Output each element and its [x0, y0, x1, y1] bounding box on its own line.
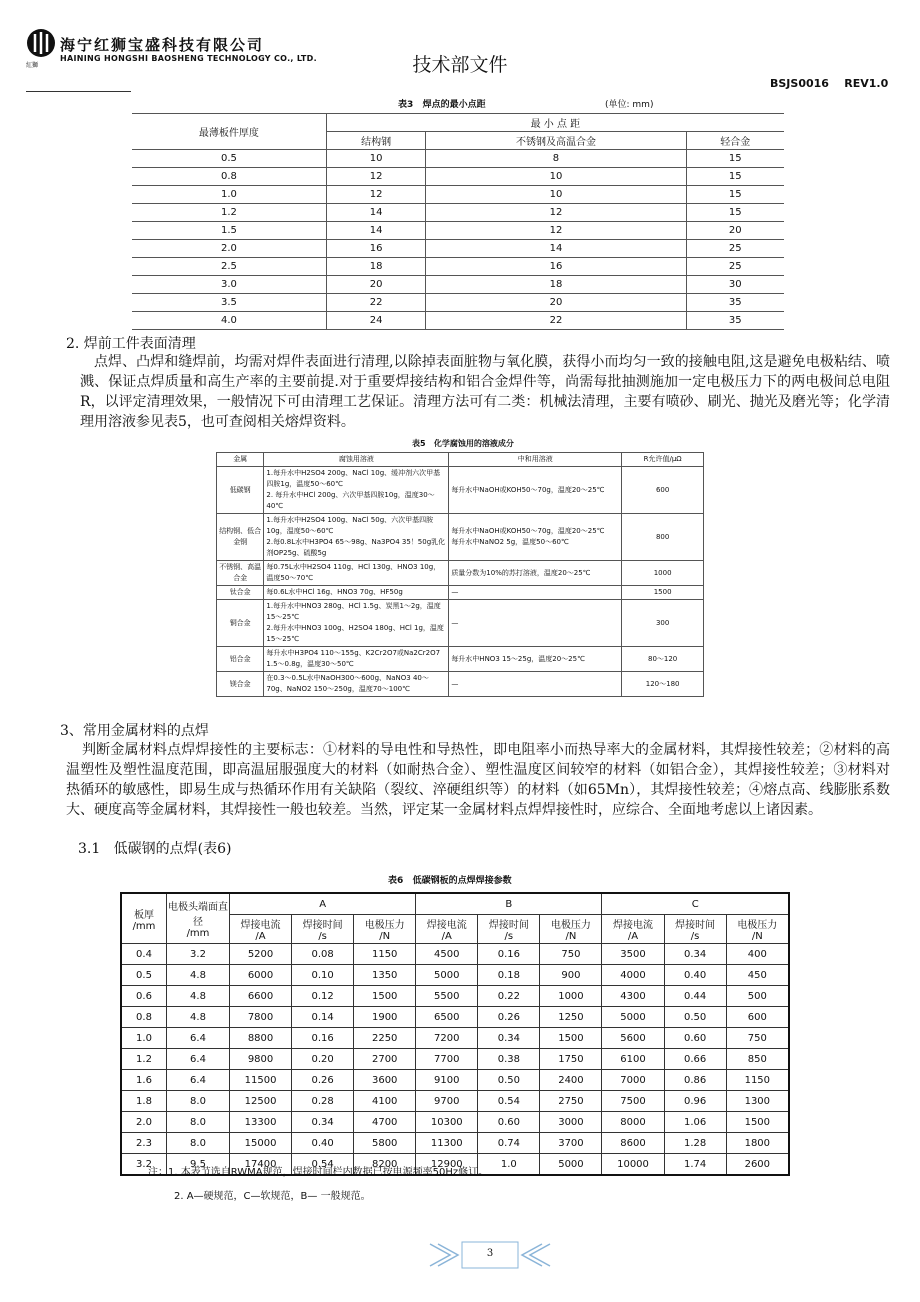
table-cell: 0.60: [478, 1112, 540, 1133]
table-cell: 600: [726, 1007, 789, 1028]
table5-header-row: [217, 453, 704, 467]
table-cell: 35: [686, 312, 784, 330]
table-cell: 1.每升水中H2SO4 100g、NaCl 50g、六次甲基四胺10g，温度50～60℃ 2.每0.8L水中H3PO4 65～98g、Na3PO4 35！50g乳化剂OP25g、硫酸5g: [264, 514, 449, 561]
company-name-en: HAINING HONGSHI BAOSHENG TECHNOLOGY CO., LTD.: [60, 54, 317, 63]
table-cell: 1500: [354, 986, 416, 1007]
table-cell: 16: [426, 258, 686, 276]
table-cell: 0.50: [478, 1070, 540, 1091]
table-cell: 10300: [416, 1112, 478, 1133]
table3-header-cell: 轻合金: [686, 132, 784, 150]
table-cell: 15: [686, 186, 784, 204]
table6-header-cell: 电极头端面直径 /mm: [167, 893, 230, 944]
table5-row: [217, 586, 704, 600]
table-cell: 0.5: [132, 150, 326, 168]
table-cell: 10: [426, 186, 686, 204]
table-cell: 7200: [416, 1028, 478, 1049]
table3-row: [132, 258, 784, 276]
table-cell: 14: [326, 204, 426, 222]
section3-subheading: 3.1 低碳钢的点焊(表6): [78, 841, 232, 857]
table-cell: 9100: [416, 1070, 478, 1091]
table-cell: 15: [686, 150, 784, 168]
table-cell: 10: [326, 150, 426, 168]
table-cell: 1.每升水中HNO3 280g、HCl 1.5g、炭黑1～2g，温度15～25℃ 2.每升水中HNO3 100g、H2SO4 180g、HCl 1g，温度15～25℃: [264, 600, 449, 647]
table3-header-cell: 最薄板件厚度: [132, 114, 326, 150]
table-cell: 2600: [726, 1154, 789, 1176]
table-cell: 12: [426, 204, 686, 222]
table6-header-cell: 焊接电流 /A: [602, 915, 664, 944]
table-cell: 8.0: [167, 1091, 230, 1112]
table-cell: 3500: [602, 944, 664, 965]
table-cell: 0.54: [292, 1154, 354, 1176]
table-cell: 0.50: [664, 1007, 726, 1028]
table-cell: 750: [726, 1028, 789, 1049]
table-cell: 0.74: [478, 1133, 540, 1154]
table6-header-cell: 焊接时间 /s: [664, 915, 726, 944]
table-cell: 1.0: [121, 1028, 167, 1049]
table-cell: 0.6: [121, 986, 167, 1007]
table-cell: 每升水中H3PO4 110～155g、K2Cr2O7或Na2Cr2O7 1.5～0.8g，温度30～50℃: [264, 647, 449, 672]
table-cell: 8800: [230, 1028, 292, 1049]
table6-caption: 表6 低碳钢板的点焊焊接参数: [388, 876, 512, 886]
table-cell: 7700: [416, 1049, 478, 1070]
table-cell: 1.0: [132, 186, 326, 204]
table-cell: 1.28: [664, 1133, 726, 1154]
table3-header-cell: 结构钢: [326, 132, 426, 150]
table-cell: 2750: [540, 1091, 602, 1112]
table3-header-cell: 最 小 点 距: [326, 114, 784, 132]
table-cell: 在0.3～0.5L水中NaOH300～600g、NaNO3 40～70g、NaNO2 150～250g，温度70～100℃: [264, 672, 449, 697]
logo-subtext: 紅獅: [26, 62, 39, 69]
table-cell: 600: [622, 467, 704, 514]
table-cell: 0.66: [664, 1049, 726, 1070]
table-cell: 13300: [230, 1112, 292, 1133]
table-cell: 20: [426, 294, 686, 312]
table-cell: 20: [326, 276, 426, 294]
table3-header-cell: 不锈钢及高温合金: [426, 132, 686, 150]
table-cell: 800: [622, 514, 704, 561]
table5-row: [217, 514, 704, 561]
table-cell: 4.8: [167, 1007, 230, 1028]
table-cell: 4300: [602, 986, 664, 1007]
table-cell: 3600: [354, 1070, 416, 1091]
table-cell: 0.96: [664, 1091, 726, 1112]
table-cell: 3.5: [132, 294, 326, 312]
table5-header-cell: 中和用溶液: [449, 453, 622, 467]
table-cell: 0.44: [664, 986, 726, 1007]
table3-row: [132, 150, 784, 168]
table6-note-1: 注：1. 本表节选自RWMA规范，焊接时间栏内数据已按电源频率50Hz修订。: [148, 1167, 489, 1178]
table-cell: 1.06: [664, 1112, 726, 1133]
table-cell: 22: [326, 294, 426, 312]
section2-body: 点焊、凸焊和缝焊前，均需对焊件表面进行清理,以除掉表面脏物与氧化膜，获得小而均匀一致的接触电阻,这是避免电极粘结、喷溅、保证点焊质量和高生产率的主要前提.对于重要焊接结构和铝合金焊件等，尚需每批抽测施加一定电极压力下的两电极间总电阻R，以评定清理效果，一般情况下可由清理工艺保证。清理方法可有二类：机械法清理，主要有喷砂、刷光、抛光及磨光等；化学清理用溶液参见表5，也可查阅相关熔焊资料。: [80, 354, 890, 430]
table-cell: 1.2: [121, 1049, 167, 1070]
table-cell: 120～180: [622, 672, 704, 697]
table6-row: [121, 944, 789, 965]
table-cell: 15: [686, 204, 784, 222]
table-cell: 25: [686, 240, 784, 258]
table3-row: [132, 312, 784, 330]
table5-row: [217, 561, 704, 586]
table-cell: 9700: [416, 1091, 478, 1112]
table3-caption: 表3 焊点的最小点距: [398, 100, 486, 110]
table6-row: [121, 1133, 789, 1154]
table-cell: 5800: [354, 1133, 416, 1154]
table5-row: [217, 467, 704, 514]
table-cell: 1750: [540, 1049, 602, 1070]
table-cell: 4000: [602, 965, 664, 986]
table-cell: 5200: [230, 944, 292, 965]
table5-chemical-solutions: [216, 452, 704, 697]
table-cell: 0.8: [121, 1007, 167, 1028]
table-cell: 0.10: [292, 965, 354, 986]
table-cell: 500: [726, 986, 789, 1007]
table3-row: [132, 276, 784, 294]
table-cell: 0.86: [664, 1070, 726, 1091]
table-cell: 0.12: [292, 986, 354, 1007]
section3-body: 判断金属材料点焊焊接性的主要标志：①材料的导电性和导热性，即电阻率小而热导率大的金属材料，其焊接性较差；②材料的高温塑性及塑性温度范围，即高温屈服强度大的材料（如耐热合金）、塑性温度区间较窄的材料（如铝合金），其焊接性较差；③材料对热循环的敏感性，即易生成与热循环作用有关缺陷（裂纹、淬硬组织等）的材料（如65Mn），其焊接性较差；④熔点高、线膨胀系数大、硬度高等金属材料，其焊接性一般也较差。当然，评定某一金属材料点焊焊接性时，应综合、全面地考虑以上诸因素。: [66, 742, 890, 818]
table-cell: 5000: [540, 1154, 602, 1176]
table-cell: 0.28: [292, 1091, 354, 1112]
table-cell: 5000: [416, 965, 478, 986]
table-cell: 4500: [416, 944, 478, 965]
table-cell: 6500: [416, 1007, 478, 1028]
table6-row: [121, 1049, 789, 1070]
table6-header-cell: 电极压力 /N: [354, 915, 416, 944]
table-cell: 质量分数为10%的苏打溶液，温度20～25℃: [449, 561, 622, 586]
table-cell: 6.4: [167, 1049, 230, 1070]
table-cell: 16: [326, 240, 426, 258]
table-cell: 8.0: [167, 1112, 230, 1133]
table-cell: 0.40: [292, 1133, 354, 1154]
table6-row: [121, 986, 789, 1007]
table-cell: 24: [326, 312, 426, 330]
table-cell: 铜合金: [217, 600, 264, 647]
table6-header-cell: A: [230, 893, 416, 915]
table-cell: 每0.6L水中HCl 16g、HNO3 70g、HF50g: [264, 586, 449, 600]
table6-header-cell: 焊接时间 /s: [292, 915, 354, 944]
table5-row: [217, 672, 704, 697]
table-cell: 1250: [540, 1007, 602, 1028]
table6-header-cell: 焊接电流 /A: [230, 915, 292, 944]
table-cell: 80～120: [622, 647, 704, 672]
table6-row: [121, 1007, 789, 1028]
table-cell: 0.8: [132, 168, 326, 186]
table-cell: 12: [426, 222, 686, 240]
table-cell: 0.22: [478, 986, 540, 1007]
table-cell: 14: [326, 222, 426, 240]
table-cell: 4.0: [132, 312, 326, 330]
table-cell: 每升水中NaOH或KOH50～70g，温度20～25℃ 每升水中NaNO2 5g，温度50～60℃: [449, 514, 622, 561]
table5-caption: 表5 化学腐蚀用的溶液成分: [412, 439, 514, 448]
table-cell: 1500: [540, 1028, 602, 1049]
table-cell: 1.74: [664, 1154, 726, 1176]
header-divider: [26, 91, 131, 92]
table6-note-2: 2. A—硬规范，C—软规范，B— 一般规范。: [174, 1191, 371, 1202]
table-cell: 2400: [540, 1070, 602, 1091]
table6-header-cell: B: [416, 893, 602, 915]
table-cell: 不锈钢、高温合金: [217, 561, 264, 586]
table-cell: 结构钢、低合金钢: [217, 514, 264, 561]
table3-min-spot-pitch: [132, 113, 784, 330]
table-cell: 1350: [354, 965, 416, 986]
table-cell: 15000: [230, 1133, 292, 1154]
table-cell: 低碳钢: [217, 467, 264, 514]
table-cell: 11500: [230, 1070, 292, 1091]
table-cell: 3.2: [167, 944, 230, 965]
table-cell: 0.54: [478, 1091, 540, 1112]
table5-header-cell: 腐蚀用溶液: [264, 453, 449, 467]
table-cell: 0.4: [121, 944, 167, 965]
table3-row: [132, 186, 784, 204]
table-cell: 3.0: [132, 276, 326, 294]
table-cell: 7800: [230, 1007, 292, 1028]
table-cell: 1500: [726, 1112, 789, 1133]
table-cell: 1.2: [132, 204, 326, 222]
table-cell: 14: [426, 240, 686, 258]
table-cell: 8: [426, 150, 686, 168]
table-cell: 4.8: [167, 986, 230, 1007]
table-cell: 4100: [354, 1091, 416, 1112]
table-cell: 0.34: [292, 1112, 354, 1133]
table-cell: 4700: [354, 1112, 416, 1133]
table-cell: 0.38: [478, 1049, 540, 1070]
table-cell: 钛合金: [217, 586, 264, 600]
table-cell: 2.3: [121, 1133, 167, 1154]
table-cell: 9800: [230, 1049, 292, 1070]
table-cell: 1000: [622, 561, 704, 586]
table-cell: 1800: [726, 1133, 789, 1154]
table-cell: 8200: [354, 1154, 416, 1176]
table3-row: [132, 204, 784, 222]
table-cell: 2.0: [121, 1112, 167, 1133]
table-cell: 6.4: [167, 1070, 230, 1091]
table-cell: 1150: [726, 1070, 789, 1091]
table-cell: 0.26: [292, 1070, 354, 1091]
table-cell: 1.0: [478, 1154, 540, 1176]
table-cell: 1.6: [121, 1070, 167, 1091]
table-cell: 0.18: [478, 965, 540, 986]
table-cell: 450: [726, 965, 789, 986]
table-cell: 3.2: [121, 1154, 167, 1176]
table6-row: [121, 1028, 789, 1049]
table6-header-cell: 电极压力 /N: [540, 915, 602, 944]
company-name-cn: 海宁红狮宝盛科技有限公司: [60, 36, 265, 54]
table-cell: 0.08: [292, 944, 354, 965]
table-cell: 0.34: [664, 944, 726, 965]
table-cell: 5500: [416, 986, 478, 1007]
table3-row: [132, 168, 784, 186]
table-cell: 0.26: [478, 1007, 540, 1028]
table-cell: 8.0: [167, 1133, 230, 1154]
table-cell: 0.20: [292, 1049, 354, 1070]
table-cell: 2.5: [132, 258, 326, 276]
table6-row: [121, 965, 789, 986]
table-cell: 0.40: [664, 965, 726, 986]
table-cell: 1300: [726, 1091, 789, 1112]
table-cell: 12500: [230, 1091, 292, 1112]
table-cell: 900: [540, 965, 602, 986]
table-cell: 6100: [602, 1049, 664, 1070]
table-cell: 8000: [602, 1112, 664, 1133]
table-cell: 2.0: [132, 240, 326, 258]
table-cell: —: [449, 586, 622, 600]
table6-header-cell: 电极压力 /N: [726, 915, 789, 944]
table-cell: 12: [326, 168, 426, 186]
table-cell: 2250: [354, 1028, 416, 1049]
table-cell: 1150: [354, 944, 416, 965]
table5-header-cell: R允许值/μΩ: [622, 453, 704, 467]
table-cell: 1.5: [132, 222, 326, 240]
table-cell: 25: [686, 258, 784, 276]
table-cell: 0.60: [664, 1028, 726, 1049]
table-cell: 8600: [602, 1133, 664, 1154]
table-cell: 12900: [416, 1154, 478, 1176]
table-cell: 850: [726, 1049, 789, 1070]
table-cell: 12: [326, 186, 426, 204]
table-cell: 22: [426, 312, 686, 330]
table-cell: 10000: [602, 1154, 664, 1176]
table-cell: 0.16: [292, 1028, 354, 1049]
table-cell: 400: [726, 944, 789, 965]
table-cell: 7500: [602, 1091, 664, 1112]
table3-header-row: [132, 114, 784, 132]
table-cell: 1.每升水中H2SO4 200g、NaCl 10g、缓冲剂六次甲基四胺1g，温度50～60℃ 2. 每升水中HCl 200g、六次甲基四胺10g，温度30～40℃: [264, 467, 449, 514]
table-cell: 7000: [602, 1070, 664, 1091]
table-cell: 5000: [602, 1007, 664, 1028]
table-cell: 6.4: [167, 1028, 230, 1049]
table-cell: 0.34: [478, 1028, 540, 1049]
table-cell: 4.8: [167, 965, 230, 986]
table-cell: 9.5: [167, 1154, 230, 1176]
table-cell: 1.8: [121, 1091, 167, 1112]
table-cell: 300: [622, 600, 704, 647]
table-cell: 11300: [416, 1133, 478, 1154]
table-cell: 6600: [230, 986, 292, 1007]
document-title: 技术部文件: [412, 54, 508, 76]
table6-row: [121, 1112, 789, 1133]
table5-header-cell: 金属: [217, 453, 264, 467]
table5-row: [217, 600, 704, 647]
table-cell: 每升水中NaOH或KOH50～70g，温度20～25℃: [449, 467, 622, 514]
table-cell: 10: [426, 168, 686, 186]
table-cell: 1500: [622, 586, 704, 600]
table-cell: 15: [686, 168, 784, 186]
table-cell: 1900: [354, 1007, 416, 1028]
table-cell: 750: [540, 944, 602, 965]
table6-header-cell: C: [602, 893, 789, 915]
table6-header-cell: 焊接电流 /A: [416, 915, 478, 944]
table-cell: 0.5: [121, 965, 167, 986]
table-cell: 每0.75L水中H2SO4 110g、HCl 130g、HNO3 10g，温度50～70℃: [264, 561, 449, 586]
table-cell: 0.14: [292, 1007, 354, 1028]
table6-header-cell: 板厚 /mm: [121, 893, 167, 944]
table-cell: 2700: [354, 1049, 416, 1070]
document-code: BSJS0016 REV1.0: [770, 77, 889, 90]
table-cell: 6000: [230, 965, 292, 986]
table6-row: [121, 1070, 789, 1091]
table-cell: 17400: [230, 1154, 292, 1176]
table6-header-cell: 焊接时间 /s: [478, 915, 540, 944]
table-cell: 18: [426, 276, 686, 294]
table3-row: [132, 222, 784, 240]
table-cell: —: [449, 600, 622, 647]
table6-low-carbon-steel-params: [120, 892, 790, 1176]
table-cell: 0.16: [478, 944, 540, 965]
section2-heading: 2. 焊前工件表面清理: [66, 336, 196, 352]
table3-row: [132, 294, 784, 312]
table-cell: —: [449, 672, 622, 697]
table-cell: 每升水中HNO3 15～25g，温度20～25℃: [449, 647, 622, 672]
table5-row: [217, 647, 704, 672]
table-cell: 1000: [540, 986, 602, 1007]
table-cell: 35: [686, 294, 784, 312]
table-cell: 20: [686, 222, 784, 240]
table6-header-row: [121, 893, 789, 915]
table6-row: [121, 1091, 789, 1112]
section3-heading: 3、常用金属材料的点焊: [60, 723, 209, 739]
table-cell: 30: [686, 276, 784, 294]
page-number: 3: [486, 1248, 494, 1259]
table3-row: [132, 240, 784, 258]
table-cell: 3000: [540, 1112, 602, 1133]
table-cell: 镁合金: [217, 672, 264, 697]
table-cell: 铝合金: [217, 647, 264, 672]
table-cell: 3700: [540, 1133, 602, 1154]
table-cell: 5600: [602, 1028, 664, 1049]
table-cell: 18: [326, 258, 426, 276]
table3-unit: (单位: mm): [605, 100, 654, 110]
